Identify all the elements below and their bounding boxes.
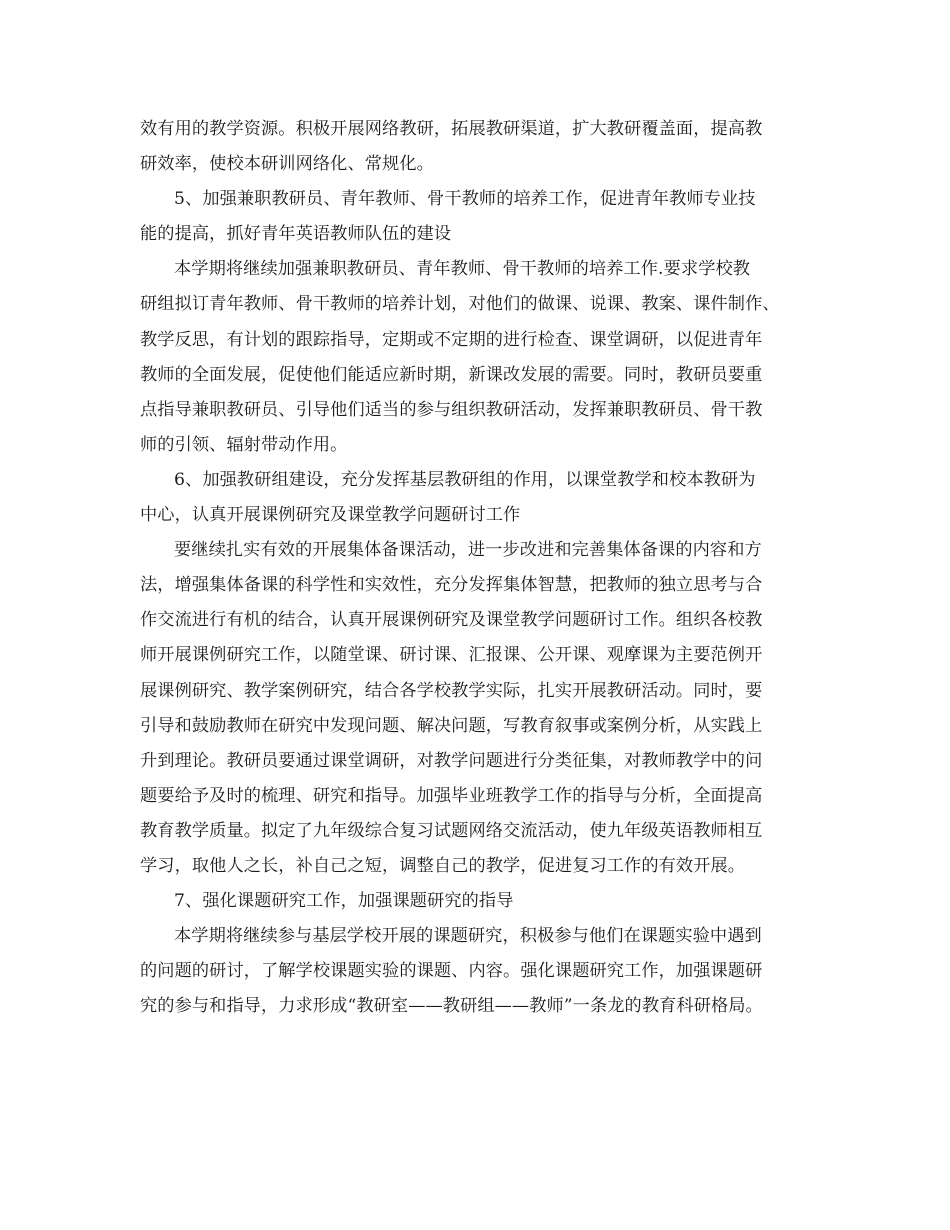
text-line: 5、加强兼职教研员、青年教师、骨干教师的培养工作，促进青年教师专业技 <box>174 189 756 210</box>
text-line: 作交流进行有机的结合，认真开展课例研究及课堂教学问题研讨工作。组织各校教 <box>140 610 763 631</box>
text-line: 法，增强集体备课的科学性和实效性，充分发挥集体智慧，把教师的独立思考与合 <box>140 575 763 596</box>
text-line: 中心，认真开展课例研究及课堂教学问题研讨工作 <box>140 505 521 526</box>
text-line: 研组拟订青年教师、骨干教师的培养计划，对他们的做课、说课、教案、课件制作、 <box>140 294 780 315</box>
text-line: 要继续扎实有效的开展集体备课活动，进一步改进和完善集体备课的内容和方 <box>174 540 762 561</box>
text-line: 教师的全面发展，促使他们能适应新时期，新课改发展的需要。同时，教研员要重 <box>140 364 763 385</box>
text-line: 引导和鼓励教师在研究中发现问题、解决问题，写教育叙事或案例分析，从实践上 <box>140 715 763 736</box>
text-line: 效有用的教学资源。积极开展网络教研，拓展教研渠道，扩大教研覆盖面，提高教 <box>140 119 763 139</box>
text-line: 研效率，使校本研训网络化、常规化。 <box>140 154 434 175</box>
text-line: 教学反思，有计划的跟踪指导，定期或不定期的进行检查、课堂调研，以促进青年 <box>140 329 763 350</box>
text-line: 本学期将继续加强兼职教研员、青年教师、骨干教师的培养工作.要求学校教 <box>174 259 751 280</box>
text-line: 能的提高，抓好青年英语教师队伍的建设 <box>140 224 452 245</box>
text-line: 6、加强教研组建设，充分发挥基层教研组的作用，以课堂教学和校本教研为 <box>174 469 756 490</box>
text-line: 升到理论。教研员要通过课堂调研，对教学问题进行分类征集，对教师教学中的问 <box>140 750 763 771</box>
text-line: 题要给予及时的梳理、研究和指导。加强毕业班教学工作的指导与分析，全面提高 <box>140 785 763 806</box>
text-line: 点指导兼职教研员、引导他们适当的参与组织教研活动，发挥兼职教研员、骨干教 <box>140 399 763 420</box>
text-line: 的问题的研讨，了解学校课题实验的课题、内容。强化课题研究工作，加强课题研 <box>140 961 763 982</box>
text-line: 师开展课例研究工作，以随堂课、研讨课、汇报课、公开课、观摩课为主要范例开 <box>140 645 763 666</box>
text-line: 教育教学质量。拟定了九年级综合复习试题网络交流活动，使九年级英语教师相互 <box>140 820 763 841</box>
text-line: 学习，取他人之长，补自己之短，调整自己的教学，促进复习工作的有效开展。 <box>140 855 746 876</box>
text-line: 本学期将继续参与基层学校开展的课题研究，积极参与他们在课题实验中遇到 <box>174 926 762 947</box>
text-line: 展课例研究、教学案例研究，结合各学校教学实际，扎实开展教研活动。同时，要 <box>140 680 763 701</box>
text-line: 师的引领、辐射带动作用。 <box>140 434 348 455</box>
document-page <box>140 112 824 1024</box>
text-line: 7、强化课题研究工作，加强课题研究的指导 <box>174 891 514 912</box>
text-line: 究的参与和指导，力求形成“教研室——教研组——教师”一条龙的教育科研格局。 <box>140 996 763 1017</box>
